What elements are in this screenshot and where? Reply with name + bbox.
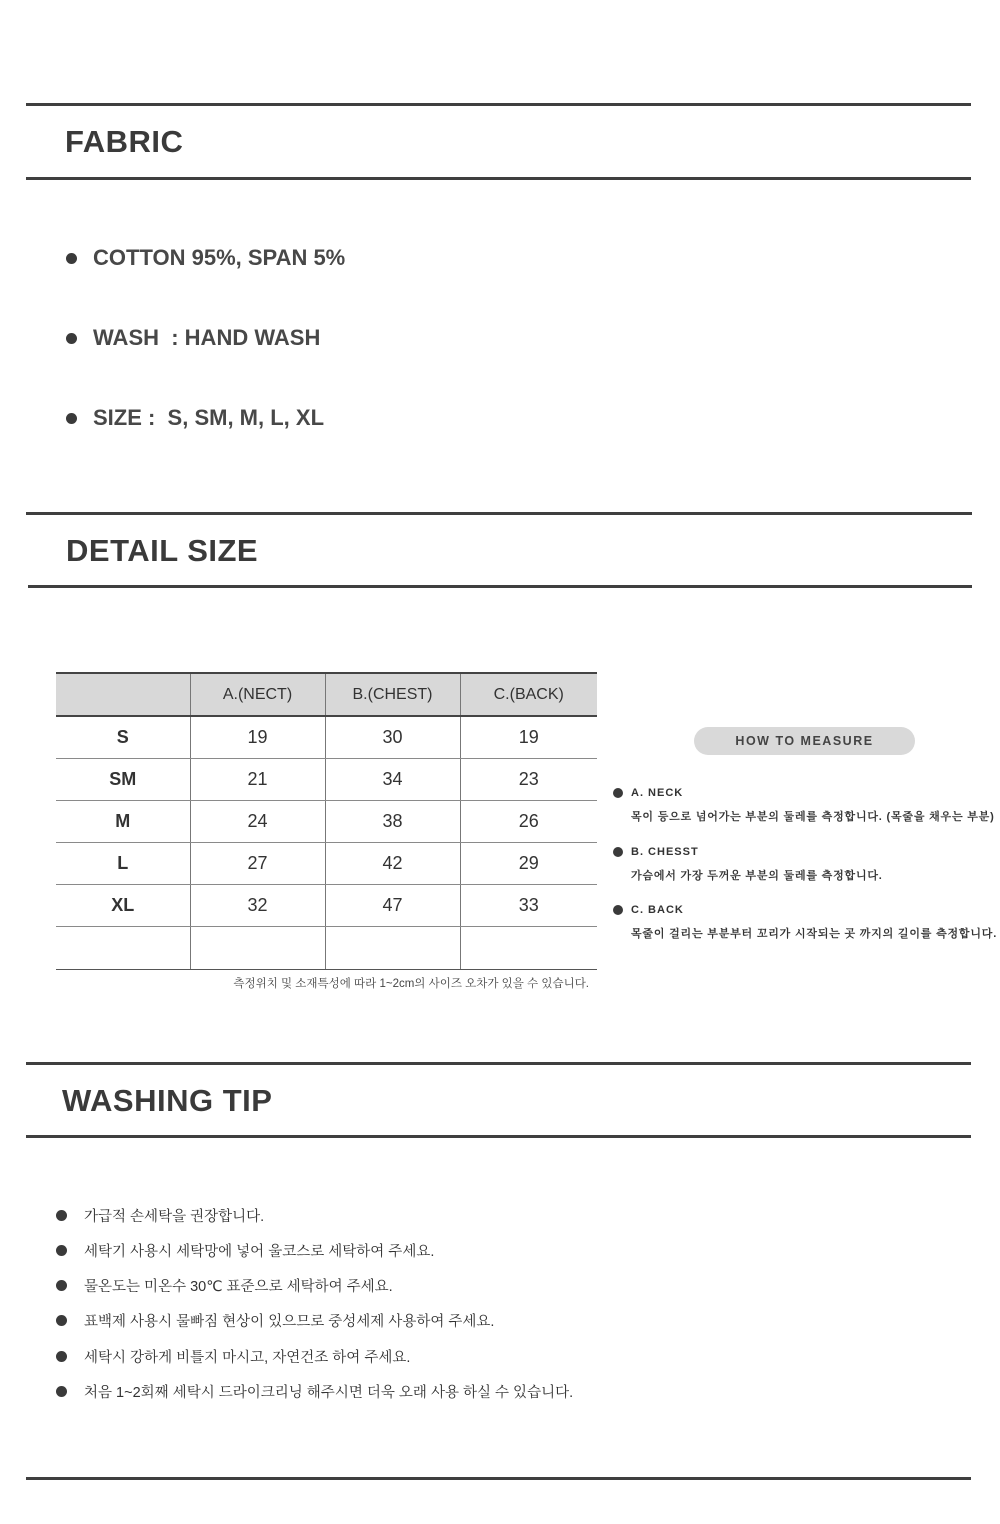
washing-tip-top-rule: [26, 1062, 971, 1065]
size-label-cell: S: [56, 716, 190, 759]
fabric-top-rule: [26, 103, 971, 106]
size-label-cell: M: [56, 801, 190, 843]
size-label-cell: XL: [56, 885, 190, 927]
size-value-cell: 23: [460, 759, 597, 801]
size-table-header-row: [56, 673, 597, 716]
bullet-icon: [613, 788, 623, 798]
bullet-icon: [56, 1351, 67, 1362]
bullet-icon: [56, 1210, 67, 1221]
size-value-cell: 21: [190, 759, 325, 801]
size-value-cell: 32: [190, 885, 325, 927]
detail-size-title: DETAIL SIZE: [66, 533, 259, 568]
measure-head: [613, 846, 883, 858]
size-value-cell: 34: [325, 759, 460, 801]
size-tolerance-note: 측정위치 및 소재특성에 따라 1~2cm의 사이즈 오차가 있을 수 있습니다.: [233, 978, 589, 990]
bullet-icon: [66, 253, 77, 264]
measure-description: 가슴에서 가장 두꺼운 부분의 둘레를 측정합니다.: [631, 870, 883, 882]
measure-head-label: A. NECK: [631, 787, 684, 799]
washing-tip-text: 세탁시 강하게 비틀지 마시고, 자연건조 하여 주세요.: [84, 1350, 411, 1366]
fabric-item-size: [66, 405, 324, 431]
measure-item-back: [613, 904, 997, 941]
bullet-icon: [66, 333, 77, 344]
size-value-cell: 26: [460, 801, 597, 843]
bullet-icon: [66, 413, 77, 424]
size-value-cell: [190, 927, 325, 970]
washing-tip-text: 세탁기 사용시 세탁망에 넣어 울코스로 세탁하여 주세요.: [84, 1244, 435, 1260]
table-row: [56, 716, 597, 759]
size-table-header-cell: [56, 673, 190, 716]
size-value-cell: 19: [460, 716, 597, 759]
washing-tip-bottom-rule: [26, 1135, 971, 1138]
bullet-icon: [613, 847, 623, 857]
washing-tip-text: 물온도는 미온수 30℃ 표준으로 세탁하여 주세요.: [84, 1279, 393, 1295]
washing-tip-item: [56, 1346, 410, 1367]
size-label-cell: [56, 927, 190, 970]
bullet-icon: [56, 1386, 67, 1397]
fabric-item-text: SIZE : S, SM, M, L, XL: [93, 405, 325, 430]
size-table-header-cell: B.(CHEST): [325, 673, 460, 716]
measure-head-label: B. CHESST: [631, 846, 699, 858]
size-table: [56, 672, 597, 970]
washing-tip-item: [56, 1275, 393, 1296]
size-value-cell: 47: [325, 885, 460, 927]
table-row: [56, 759, 597, 801]
size-value-cell: 42: [325, 843, 460, 885]
fabric-item-wash: [66, 325, 320, 351]
washing-tip-title: WASHING TIP: [62, 1083, 273, 1118]
detail-size-top-rule: [26, 512, 972, 515]
washing-tip-item: [56, 1240, 434, 1261]
washing-tip-item: [56, 1381, 573, 1402]
size-value-cell: [460, 927, 597, 970]
size-table-header-cell: C.(BACK): [460, 673, 597, 716]
size-value-cell: 24: [190, 801, 325, 843]
size-value-cell: 29: [460, 843, 597, 885]
size-label-cell: SM: [56, 759, 190, 801]
size-value-cell: 33: [460, 885, 597, 927]
measure-item-chest: [613, 846, 883, 883]
fabric-item-text: WASH : HAND WASH: [93, 325, 321, 350]
table-row: [56, 801, 597, 843]
table-row: [56, 843, 597, 885]
table-row-empty: [56, 927, 597, 970]
measure-head: [613, 904, 997, 916]
fabric-bottom-rule: [26, 177, 971, 180]
fabric-title: FABRIC: [65, 124, 184, 159]
size-value-cell: [325, 927, 460, 970]
washing-tip-text: 표백제 사용시 물빠짐 현상이 있으므로 중성세제 사용하여 주세요.: [84, 1314, 495, 1330]
size-value-cell: 27: [190, 843, 325, 885]
measure-item-neck: [613, 787, 995, 824]
size-label-cell: L: [56, 843, 190, 885]
washing-tip-text: 가급적 손세탁을 권장합니다.: [84, 1209, 265, 1225]
bullet-icon: [613, 905, 623, 915]
size-table-header-cell: A.(NECT): [190, 673, 325, 716]
measure-head-label: C. BACK: [631, 904, 684, 916]
table-row: [56, 885, 597, 927]
measure-head: [613, 787, 995, 799]
measure-description: 목줄이 걸리는 부분부터 꼬리가 시작되는 곳 까지의 길이를 측정합니다.: [631, 928, 998, 940]
size-value-cell: 19: [190, 716, 325, 759]
fabric-item-material: [66, 245, 345, 271]
detail-size-bottom-rule: [28, 585, 972, 588]
page-bottom-rule: [26, 1477, 971, 1480]
size-value-cell: 30: [325, 716, 460, 759]
washing-tip-item: [56, 1310, 494, 1331]
washing-tip-item: [56, 1205, 264, 1226]
bullet-icon: [56, 1245, 67, 1256]
measure-description: 목이 등으로 넘어가는 부분의 둘레를 측정합니다. (목줄을 채우는 부분): [631, 811, 995, 823]
washing-tip-text: 처음 1~2회째 세탁시 드라이크리닝 해주시면 더욱 오래 사용 하실 수 있습니다.: [84, 1385, 574, 1401]
fabric-item-text: COTTON 95%, SPAN 5%: [93, 245, 346, 270]
bullet-icon: [56, 1315, 67, 1326]
bullet-icon: [56, 1280, 67, 1291]
size-value-cell: 38: [325, 801, 460, 843]
how-to-measure-label: HOW TO MEASURE: [694, 727, 915, 755]
